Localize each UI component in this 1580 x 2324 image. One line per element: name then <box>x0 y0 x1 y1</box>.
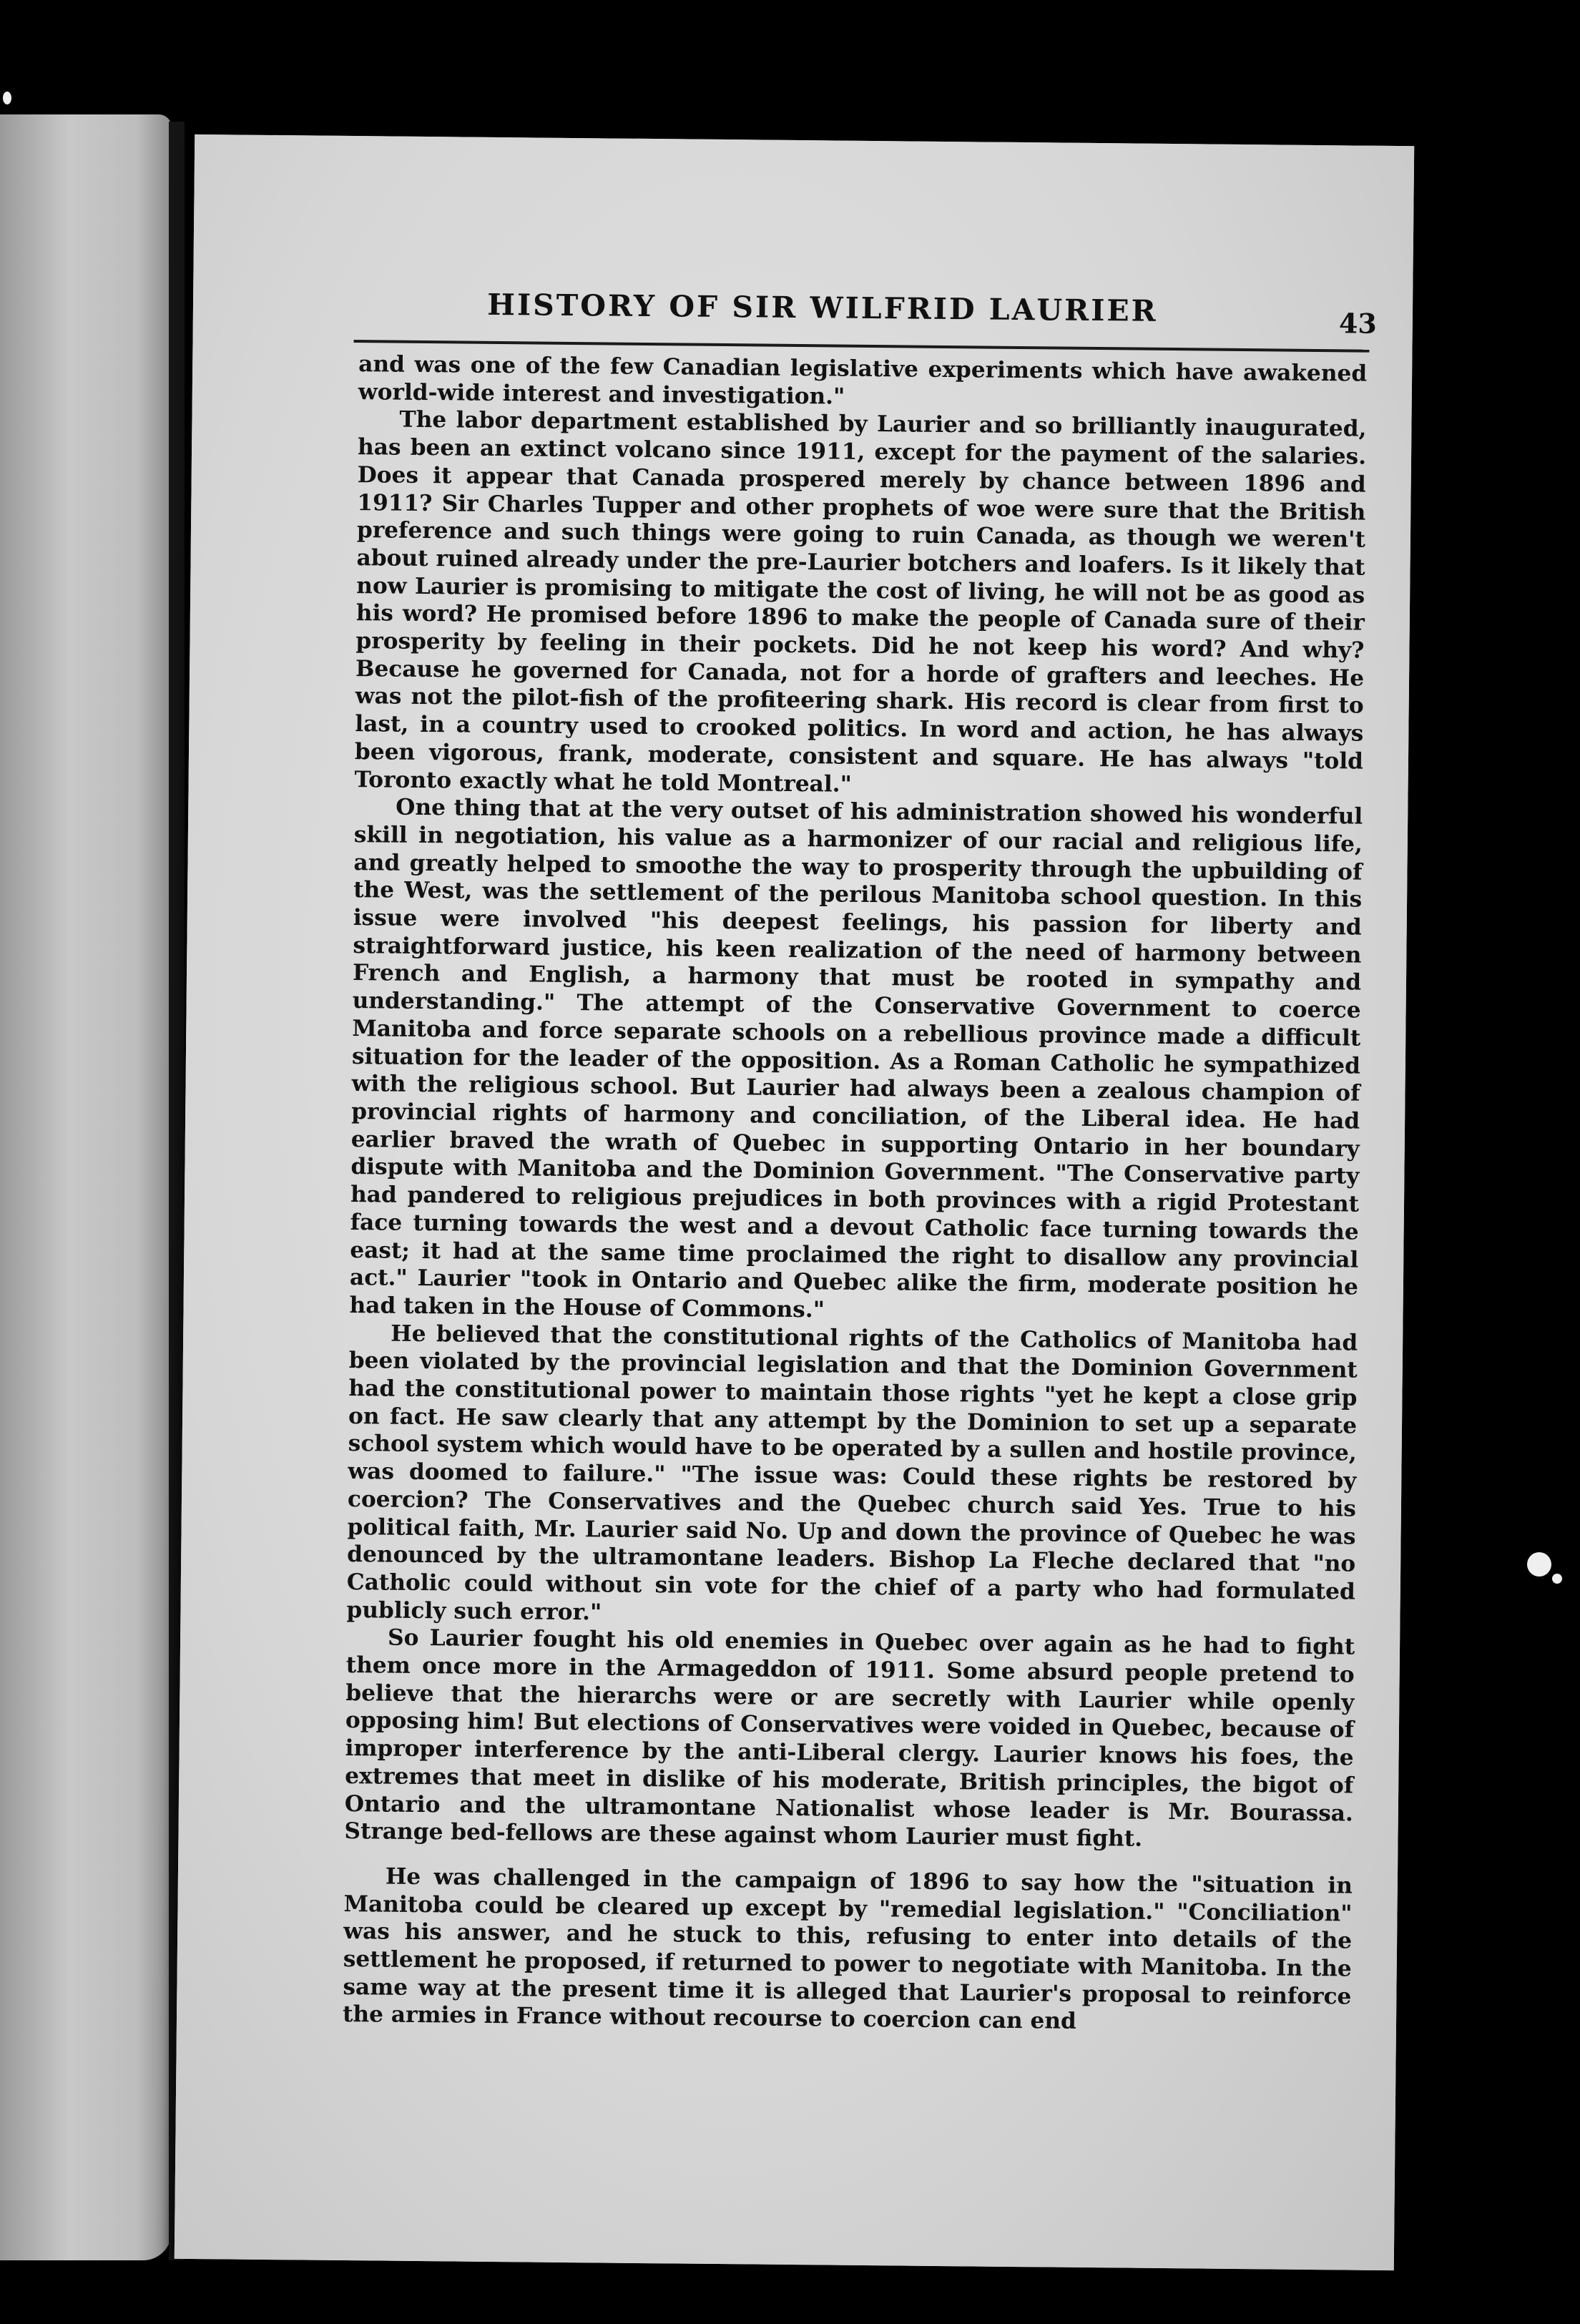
body-text <box>343 350 1367 2039</box>
facing-page-edge <box>0 114 172 2260</box>
paragraph: He believed that the constitutional rights of the Catholics of Manitoba had been violated by the provincial legislation and that the Dominion Government had the constitutional power to maintain those rights "yet he kept a close grip on fact. He saw clearly that any attempt by the Dominion to set up a separate school system which would have to be operated by a sullen and hostile province, was doomed to failure." "The issue was: Could these rights be restored by coercion? The Conservatives and the Quebec church said Yes. True to his political faith, Mr. Laurier said No. Up and down the province of Quebec he was denounced by the ultramontane leaders. Bishop La Fleche declared that "no Catholic could without sin vote for the chief of a party who had formulated publicly such error." <box>346 1320 1358 1626</box>
paragraph: He was challenged in the campaign of 1896 to say how the "situation in Manitoba could be cleared up except by "remedial legislation." "Conciliation" was his answer, and he stuck to this, refusing to enter into details of the settlement he proposed, if returned to power to negotiate with Manitoba. In the same way at the present time it is alleged that Laurier's proposal to reinforce the armies in France without recourse to coercion can end <box>342 1863 1353 2035</box>
running-head: HISTORY OF SIR WILFRID LAURIER <box>487 287 1158 328</box>
page-number: 43 <box>1338 307 1378 340</box>
paragraph: The labor department established by Laurier and so brilliantly inaugurated, has been an extinct volcano since 1911, except for the payment of the salaries. Does it appear that Canada prospered merely by chance between 1896 and 1911? Sir Charles Tupper and other prophets of woe were sure that the British preference and such things were going to ruin Canada, as though we weren't about ruined already under the pre-Laurier botchers and loafers. Is it likely that now Laurier is promising to mitigate the cost of living, he will not be as good as his word? He promised before 1896 to make the people of Canada sure of their prosperity by feeling in their pockets. Did he not keep his word? And why? Because he governed for Canada, not for a horde of grafters and leeches. He was not the pilot-fish of the profiteering shark. His record is clear from first to last, in a country used to crooked politics. In word and action, he has always been vigorous, frank, moderate, consistent and square. He has always "told Toronto exactly what he told Montreal." <box>354 407 1367 798</box>
scan-speck <box>1552 1574 1562 1584</box>
paragraph: One thing that at the very outset of his administration showed his wonderful skill in negotiation, his value as a harmonizer of our racial and religious life, and greatly helped to smoothe the way to prosperity through the upbuilding of the West, was the settlement of the perilous Manitoba school question. In this issue were involved "his deepest feelings, his passion for liberty and straightforward justice, his keen realization of the need of harmony between French and English, a harmony that must be rooted in sympathy and understanding." The attempt of the Conservative Government to coerce Manitoba and force separate schools on a rebellious province made a difficult situation for the leader of the opposition. As a Roman Catholic he sympathized with the religious school. But Laurier had always been a zealous champion of provincial rights of harmony and conciliation, of the Liberal idea. He had earlier braved the wrath of Quebec in supporting Ontario in her boundary dispute with Manitoba and the Dominion Government. "The Conservative party had pandered to religious prejudices in both provinces with a rigid Protestant face turning towards the west and a devout Catholic face turning towards the east; it had at the same time proclaimed the right to disallow any provincial act." Laurier "took in Ontario and Quebec alike the firm, moderate position he had taken in the House of Commons." <box>349 794 1363 1323</box>
scan-speck <box>1527 1552 1551 1577</box>
book-page <box>175 134 1414 2270</box>
paragraph: and was one of the few Canadian legislative experiments which have awakened world-wide interest and investigation." <box>358 351 1368 410</box>
scan-speck <box>3 92 11 104</box>
paragraph: So Laurier fought his old enemies in Quebec over again as he had to fight them once more in the Armageddon of 1911. Some absurd people pretend to believe that the hierarchs were or are secretly with Laurier while openly opposing him! But elections of Conservatives were voided in Quebec, because of improper interference by the anti-Liberal clergy. Laurier knows his foes, the extremes that meet in dislike of his moderate, British principles, the bigot of Ontario and the ultramontane Nationalist whose leader is Mr. Bourassa. Strange bed-fellows are these against whom Laurier must fight. <box>344 1624 1355 1852</box>
